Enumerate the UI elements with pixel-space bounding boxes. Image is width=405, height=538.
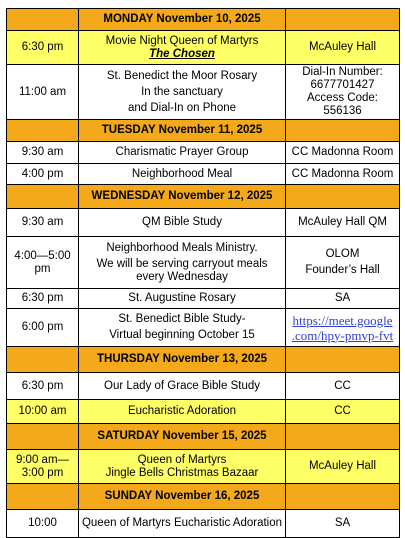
event-description — [79, 65, 286, 120]
day-header-thursday — [7, 347, 400, 373]
event-row — [7, 400, 400, 424]
day-header-tuesday — [7, 120, 400, 142]
event-location: CC — [286, 373, 400, 400]
schedule-table — [6, 8, 400, 538]
event-title: St. Benedict the Moor Rosary — [106, 69, 258, 82]
event-description — [79, 237, 286, 289]
meeting-link[interactable] — [286, 309, 400, 347]
event-detail: Jingle Bells Christmas Bazaar — [105, 466, 259, 479]
meeting-link-line1[interactable]: https://meet.google — [292, 312, 393, 328]
event-time: 6:30 pm — [7, 31, 79, 65]
event-title: Neighborhood Meals Ministry. — [106, 241, 258, 254]
event-title: Eucharistic Adoration — [79, 400, 286, 424]
dial-in-number: 6677701427 — [310, 79, 375, 91]
event-title: St. Benedict Bible Study- — [118, 313, 246, 325]
day-header-saturday — [7, 424, 400, 450]
event-row — [7, 289, 400, 309]
event-row — [7, 164, 400, 185]
event-row — [7, 237, 400, 289]
event-title: Charismatic Prayer Group — [79, 142, 286, 164]
event-time: 9:30 am — [7, 209, 79, 237]
event-time: 6:00 pm — [7, 309, 79, 347]
event-description — [79, 31, 286, 65]
dial-in-label: Dial-In Number: — [302, 66, 383, 78]
day-header-sunday — [7, 484, 400, 510]
event-location: McAuley Hall — [286, 31, 400, 65]
event-location: CC — [286, 400, 400, 424]
event-time: 9:30 am — [7, 142, 79, 164]
event-time-start: 9:00 am— — [15, 453, 70, 466]
event-title: QM Bible Study — [79, 209, 286, 237]
event-time — [7, 450, 79, 484]
event-detail: We will be serving carryout meals every Wednesday — [96, 257, 268, 283]
event-location: CC Madonna Room — [286, 164, 400, 185]
event-description — [79, 450, 286, 484]
event-detail: Virtual beginning October 15 — [109, 329, 255, 341]
meeting-link-line2[interactable]: .com/hpy-pmvp-fvt — [291, 327, 394, 343]
event-detail: In the sanctuary — [141, 85, 223, 98]
event-location: McAuley Hall QM — [286, 209, 400, 237]
event-row — [7, 309, 400, 347]
event-time: 10:00 am — [7, 400, 79, 424]
location-line: Founder’s Hall — [305, 264, 380, 276]
event-time: 4:00 pm — [7, 164, 79, 185]
event-row — [7, 31, 400, 65]
event-title: St. Augustine Rosary — [79, 289, 286, 309]
day-header-monday — [7, 9, 400, 31]
event-time-end: 3:00 pm — [21, 466, 64, 479]
event-time: 4:00—5:00 pm — [7, 237, 79, 289]
location-line: OLOM — [325, 248, 360, 260]
event-location: SA — [286, 510, 400, 538]
event-row-partial — [7, 510, 400, 538]
event-time: 11:00 am — [7, 65, 79, 120]
day-title: MONDAY November 10, 2025 — [79, 9, 286, 31]
event-row — [7, 450, 400, 484]
event-title: Our Lady of Grace Bible Study — [79, 373, 286, 400]
day-header-wednesday — [7, 185, 400, 209]
day-title: SATURDAY November 15, 2025 — [79, 424, 286, 450]
event-location: SA — [286, 289, 400, 309]
event-time: 6:30 pm — [7, 289, 79, 309]
day-title: SUNDAY November 16, 2025 — [79, 484, 286, 510]
event-time: 6:30 pm — [7, 373, 79, 400]
event-row — [7, 373, 400, 400]
day-title: TUESDAY November 11, 2025 — [79, 120, 286, 142]
event-location: CC Madonna Room — [286, 142, 400, 164]
event-row — [7, 209, 400, 237]
day-title: THURSDAY November 13, 2025 — [79, 347, 286, 373]
event-title: Movie Night Queen of Martyrs — [105, 34, 259, 47]
access-code: Access Code: 556136 — [307, 92, 378, 117]
event-subtitle: The Chosen — [149, 47, 215, 60]
event-location — [286, 65, 400, 120]
event-location — [286, 237, 400, 289]
event-location: McAuley Hall — [286, 450, 400, 484]
day-title: WEDNESDAY November 12, 2025 — [79, 185, 286, 209]
event-row — [7, 65, 400, 120]
event-detail: and Dial-In on Phone — [127, 101, 237, 114]
event-row — [7, 142, 400, 164]
event-description — [79, 309, 286, 347]
event-time: 10:00 — [7, 510, 79, 538]
event-title: Queen of Martyrs — [137, 453, 227, 466]
event-title: Neighborhood Meal — [79, 164, 286, 185]
event-title: Queen of Martyrs Eucharistic Adoration — [79, 510, 286, 538]
